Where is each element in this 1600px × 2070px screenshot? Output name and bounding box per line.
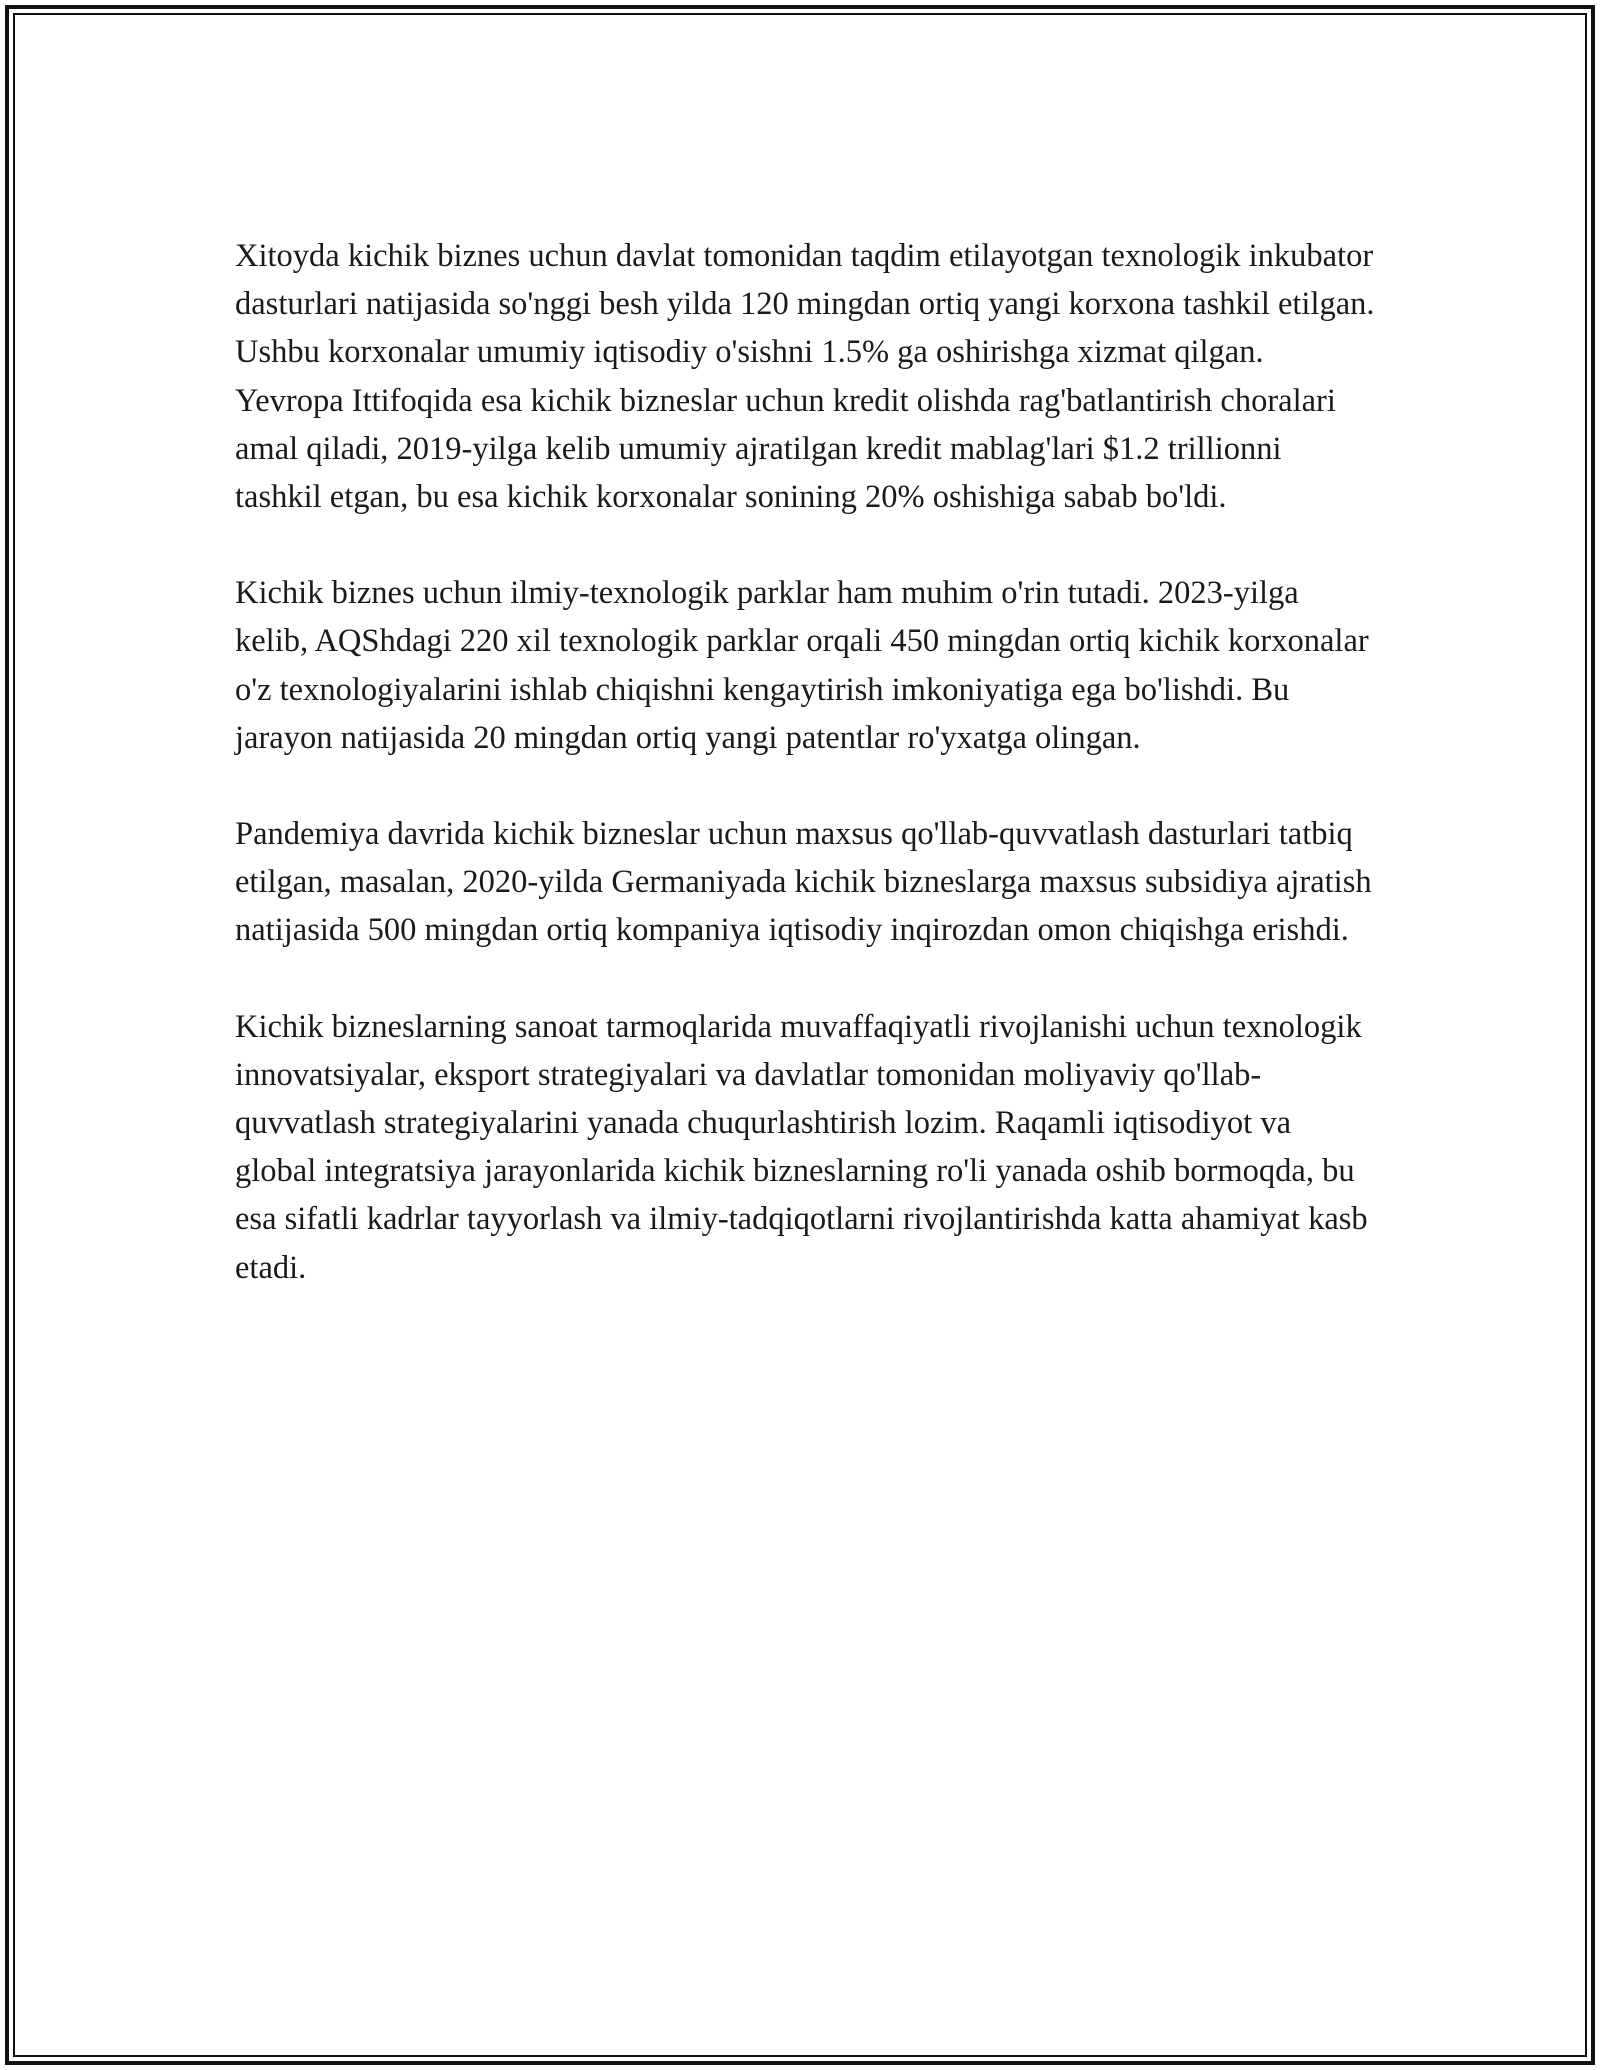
paragraph-pandemic-support: Pandemiya davrida kichik bizneslar uchun maxsus qo'llab-quvvatlash dasturlari tatbiq etilgan, masalan, 2020-yilda Germaniyada kichik bizneslarga maxsus subsidiya ajratish natijasida 500 mingdan ortiq kompaniya iqtisodiy inqirozdan omon chiqishga erishdi.: [235, 816, 1372, 949]
paragraph-conclusion: Kichik bizneslarning sanoat tarmoqlarida muvaffaqiyatli rivojlanishi uchun texnologik innovatsiyalar, eksport strategiyalari va davlatlar tomonidan moliyaviy qo'llab-quvvatlash strategiyalarini yanada chuqurlashtirish lozim. Raqamli iqtisodiyot va global integratsiya jarayonlarida kichik bizneslarning ro'li yanada oshib bormoqda, bu esa sifatli kadrlar tayyorlash va ilmiy-tadqiqotlarni rivojlantirishda katta ahamiyat kasb etadi.: [235, 1008, 1368, 1286]
document-body: [235, 232, 1375, 1340]
paragraph-china-eu-support: Xitoyda kichik biznes uchun davlat tomonidan taqdim etilayotgan texnologik inkubator dasturlari natijasida so'nggi besh yilda 120 mingdan ortiq yangi korxona tashkil etilgan. Ushbu korxonalar umumiy iqtisodiy o'sishni 1.5% ga oshirishga xizmat qilgan. Yevropa Ittifoqida esa kichik bizneslar uchun kredit olishda rag'batlantirish choralari amal qiladi, 2019-yilga kelib umumiy ajratilgan kredit mablag'lari $1.2 trillionni tashkil etgan, bu esa kichik korxonalar sonining 20% oshishiga sabab bo'ldi.: [235, 238, 1375, 516]
paragraph-technology-parks: Kichik biznes uchun ilmiy-texnologik parklar ham muhim o'rin tutadi. 2023-yilga kelib, AQShdagi 220 xil texnologik parklar orqali 450 mingdan ortiq kichik korxonalar o'z texnologiyalarini ishlab chiqishni kengaytirish imkoniyatiga ega bo'lishdi. Bu jarayon natijasida 20 mingdan ortiq yangi patentlar ro'yxatga olingan.: [235, 575, 1369, 756]
